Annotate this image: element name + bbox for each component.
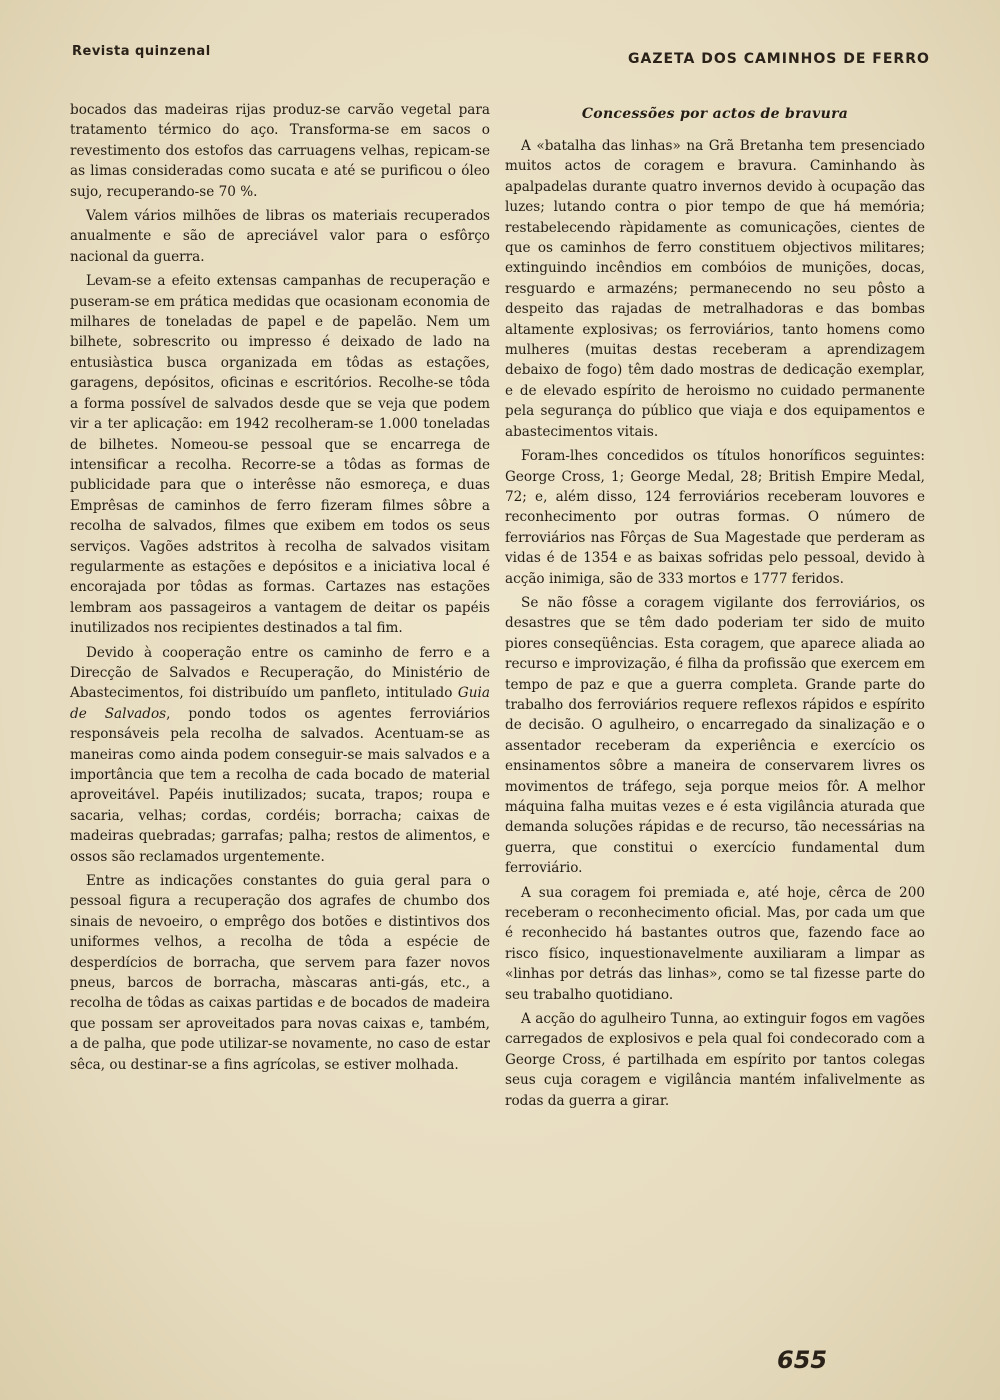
guia-text-before: Devido à cooperação entre os caminho de ferro e a Direcção de Salvados e Recuperação, do Ministério de Abastecimentos, foi distribuído um panfleto, intitulado: [70, 644, 490, 702]
paragraph: A sua coragem foi premiada e, até hoje, cêrca de 200 receberam o reconhecimento oficial. Mas, por cada um que é reconhecido há bastantes outros que, fazendo face ao risco físico, inquestionavelmente auxiliaram a limpar as «linhas por detrás das linhas», como se tal fizesse parte do seu trabalho quotidiano.: [505, 884, 925, 1003]
paragraph: A «batalha das linhas» na Grã Bretanha tem presenciado muitos actos de coragem e bravura. Caminhando às apalpadelas durante quatro invernos devido à ocupação das luzes; lutando contra o pior tempo de que há memória; restabelecendo ràpidamente as comunicações, cientes de que os caminhos de ferro constituem objectivos militares; extinguindo incêndios em combóios de munições, docas, resguardo e armazéns; permanecendo no seu pôsto a despeito das rajadas de metralhadoras e das bombas altamente explosivas; os ferroviários, tanto homens como mulheres (muitas destas receberam a aprendizagem debaixo de fogo) têm dado mostras de dedicação exemplar, e de elevado espírito de heroismo no cuidado permanente pela segurança do público que viaja e dos equipamentos e abastecimentos vitais.: [505, 138, 925, 440]
paragraph-guia: [70, 643, 490, 867]
paragraph: Entre as indicações constantes do guia geral para o pessoal figura a recuperação dos agrafes de chumbo dos sinais de nevoeiro, o emprêgo dos botões e distintivos dos uniformes velhos, a recolha de tôda a espécie de desperdícios de borracha, que servem para fazer novos pneus, barcos de borracha, màscaras anti-gás, etc., a recolha de tôdas as caixas partidas e de bocados de madeira que possam ser aproveitados para novas caixas e, também, a de palha, que pode utilizar-se novamente, no caso de estar sêca, ou destinar-se a fins agrícolas, se estiver molhada.: [70, 873, 490, 1073]
paragraph: Se não fôsse a coragem vigilante dos ferroviários, os desastres que se têm dado poderiam ter sido de muito piores conseqüências. Esta coragem, que aparece aliada ao recurso e improvização, é filha da profissão que exercem em tempo de paz e que a guerra completa. Grande parte do trabalho dos ferroviários requere reflexos rápidos e espírito de decisão. O agulheiro, o encarregado da sinalização e o assentador receberam da experiência e exercício os ensinamentos sôbre a maneira de conservarem livres os movimentos de tráfego, seja porque meios fôr. A melhor máquina falha muitas vezes e é esta vigilância aturada que demanda soluções rápidas e de recurso, tão necessárias na guerra, que constitui o exercício fundamental dum ferroviário.: [505, 594, 925, 877]
header-section-label: Revista quinzenal: [72, 44, 211, 59]
left-column: [70, 100, 490, 1079]
header-publication-title: GAZETA DOS CAMINHOS DE FERRO: [628, 51, 930, 67]
section-title: Concessões por actos de bravura: [581, 106, 849, 122]
paragraph: Levam-se a efeito extensas campanhas de recuperação e puseram-se em prática medidas que ocasionam economia de milhares de toneladas de papel e de papelão. Nem um bilhete, sobrescrito ou impresso é deixado de lado na entusiàstica busca organizada em tôdas as estações, garagens, depósitos, oficinas e escritórios. Recolhe-se tôda a forma possível de salvados desde que se veja que podem vir a ter aplicação: em 1942 recolheram-se 1.000 toneladas de bilhetes. Nomeou-se pessoal que se encarrega de intensificar a recolha. Recorre-se a tôdas as formas de publicidade para que o interêsse não esmoreça, e duas Emprêsas de caminhos de ferro fizeram filmes sôbre a recolha de salvados, filmes que exibem em todos os seus serviços. Vagões adstritos à recolha de salvados visitam regularmente as estações e depósitos e a iniciativa local é encorajada por tôdas as formas. Cartazes nas estações lembram aos passageiros a vantagem de deitar os papéis inutilizados nos recipientes destinados a tal fim.: [70, 273, 490, 637]
paragraph: bocados das madeiras rijas produz-se carvão vegetal para tratamento térmico do aço. Transforma-se em sacos o revestimento dos estofos das carruagens velhas, repicam-se as limas consideradas como sucata e até se purificou o óleo sujo, recuperando-se 70 %.: [70, 102, 490, 200]
guia-text-after: , pondo todos os agentes ferroviários responsáveis pela recolha de salvados. Acentuam-se as maneiras como ainda podem conseguir-se mais salvados e a importância que tem a recolha de cada bocado de material aproveitável. Papéis inutilizados; sucata, trapos; roupa e sacaria, velhas; cordas, cordéis; borracha; caixas de madeiras quebradas; garrafas; palha; restos de alimentos, e ossos são reclamados urgentemente.: [70, 705, 491, 865]
page-number: 655: [777, 1346, 828, 1374]
paragraph: Valem vários milhões de libras os materiais recuperados anualmente e são de apreciável valor para o esfôrço nacional da guerra.: [70, 208, 490, 265]
paragraph: A acção do agulheiro Tunna, ao extinguir fogos em vagões carregados de explosivos e pela qual foi condecorado com a George Cross, é partilhada em espírito por tantos colegas seus cuja coragem e vigilância mantém infalivelmente as rodas da guerra a girar.: [505, 1011, 925, 1109]
guia-title: Guia de Salvados: [70, 685, 490, 722]
right-column: [505, 106, 925, 1115]
paragraph: Foram-lhes concedidos os títulos honoríficos seguintes: George Cross, 1; George Medal, 28; British Empire Medal, 72; e, além disso, 124 ferroviários receberam louvores e reconhecimento por outras formas. O número de ferroviários nas Fôrças de Sua Magestade que perderam as vidas é de 1354 e as baixas sofridas pelo pessoal, devido à acção inimiga, são de 333 mortos e 1777 feridos.: [505, 448, 925, 587]
